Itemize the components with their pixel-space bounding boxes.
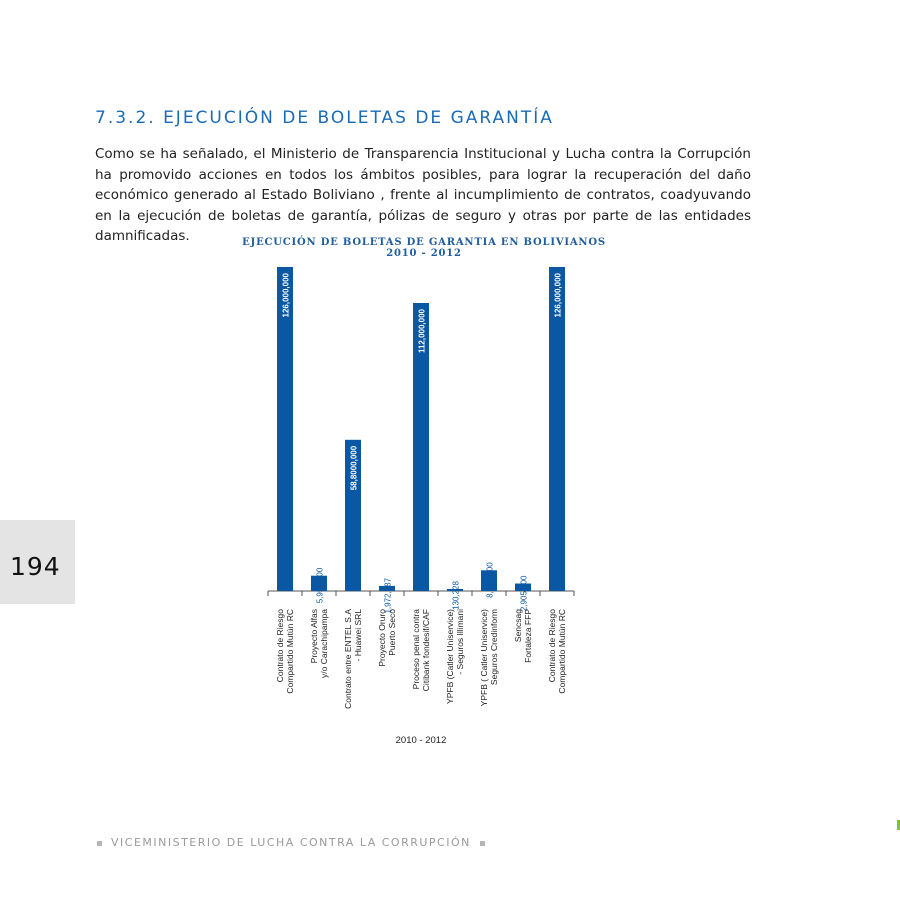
footer — [93, 836, 489, 849]
bar-value-label: 126,000,000 — [553, 273, 563, 318]
category-label: Seguros Credinform — [489, 609, 499, 686]
category-label: Contrato entre ENTEL S.A — [343, 609, 353, 709]
section-heading: 7.3.2. EJECUCIÓN DE BOLETAS DE GARANTÍA — [95, 108, 554, 128]
category-label: YPFB ( Catler Uniservice) — [479, 609, 489, 707]
category-label: Fortaleza FFP — [523, 609, 533, 663]
bar-value-label: 130,228 — [451, 581, 461, 610]
x-axis-label: 2010 - 2012 — [395, 735, 447, 746]
footer-bullet-icon — [97, 841, 102, 846]
bar-value-label: 8,050,000 — [485, 562, 495, 598]
category-label: Proyecto Oruro — [377, 609, 387, 667]
category-label: Contrato de Riesgo — [547, 609, 557, 683]
bar-value-label: 5,950,000 — [315, 567, 325, 604]
page-number: 194 — [10, 552, 61, 581]
category-label: Contrato de Riesgo — [275, 609, 285, 683]
category-label: Compartido Mutún RC — [557, 609, 567, 694]
category-label: y/o Carachipampa — [319, 609, 329, 678]
category-label: Sencsag — [513, 609, 523, 643]
bar-value-label: 58,8000,000 — [349, 445, 359, 491]
bar-value-label: 126,000,000 — [281, 273, 291, 318]
chart-title: EJECUCIÓN DE BOLETAS DE GARANTIA EN BOLIVIANOS 2010 - 2012 — [242, 237, 606, 259]
bar-value-label: 2,905,000 — [519, 575, 529, 612]
category-label: YPFB (Catler Uniservice) — [445, 609, 455, 704]
footer-text: VICEMINISTERIO DE LUCHA CONTRA LA CORRUPCIÓN — [111, 836, 471, 849]
category-label: Proyecto Alfas — [309, 609, 319, 664]
body-paragraph: Como se ha señalado, el Ministerio de Transparencia Institucional y Lucha contra la Corrupción ha promovido acciones en todos los ámbitos posibles, para lograr la recuperación del daño económico generado al Estado Boliviano , frente al incumplimiento de contratos, coadyuvando en la ejecución de boletas de garantía, pólizas de seguro y otras por parte de las entidades damnificadas. — [95, 146, 751, 244]
category-label: Puerto Seco — [387, 609, 397, 656]
footer-bullet-icon — [480, 841, 485, 846]
category-label: - Seguros Illimani — [455, 609, 465, 675]
category-label: - Huawei SRL — [353, 609, 363, 662]
bar-value-label: 1,972,187 — [383, 577, 393, 614]
bar-value-label: 112,000,000 — [417, 309, 427, 354]
category-label: Proceso penal contra — [411, 609, 421, 690]
category-label: Compartido Mutún RC — [285, 609, 295, 694]
category-label: Citibank fondesif/CAF — [421, 609, 431, 692]
